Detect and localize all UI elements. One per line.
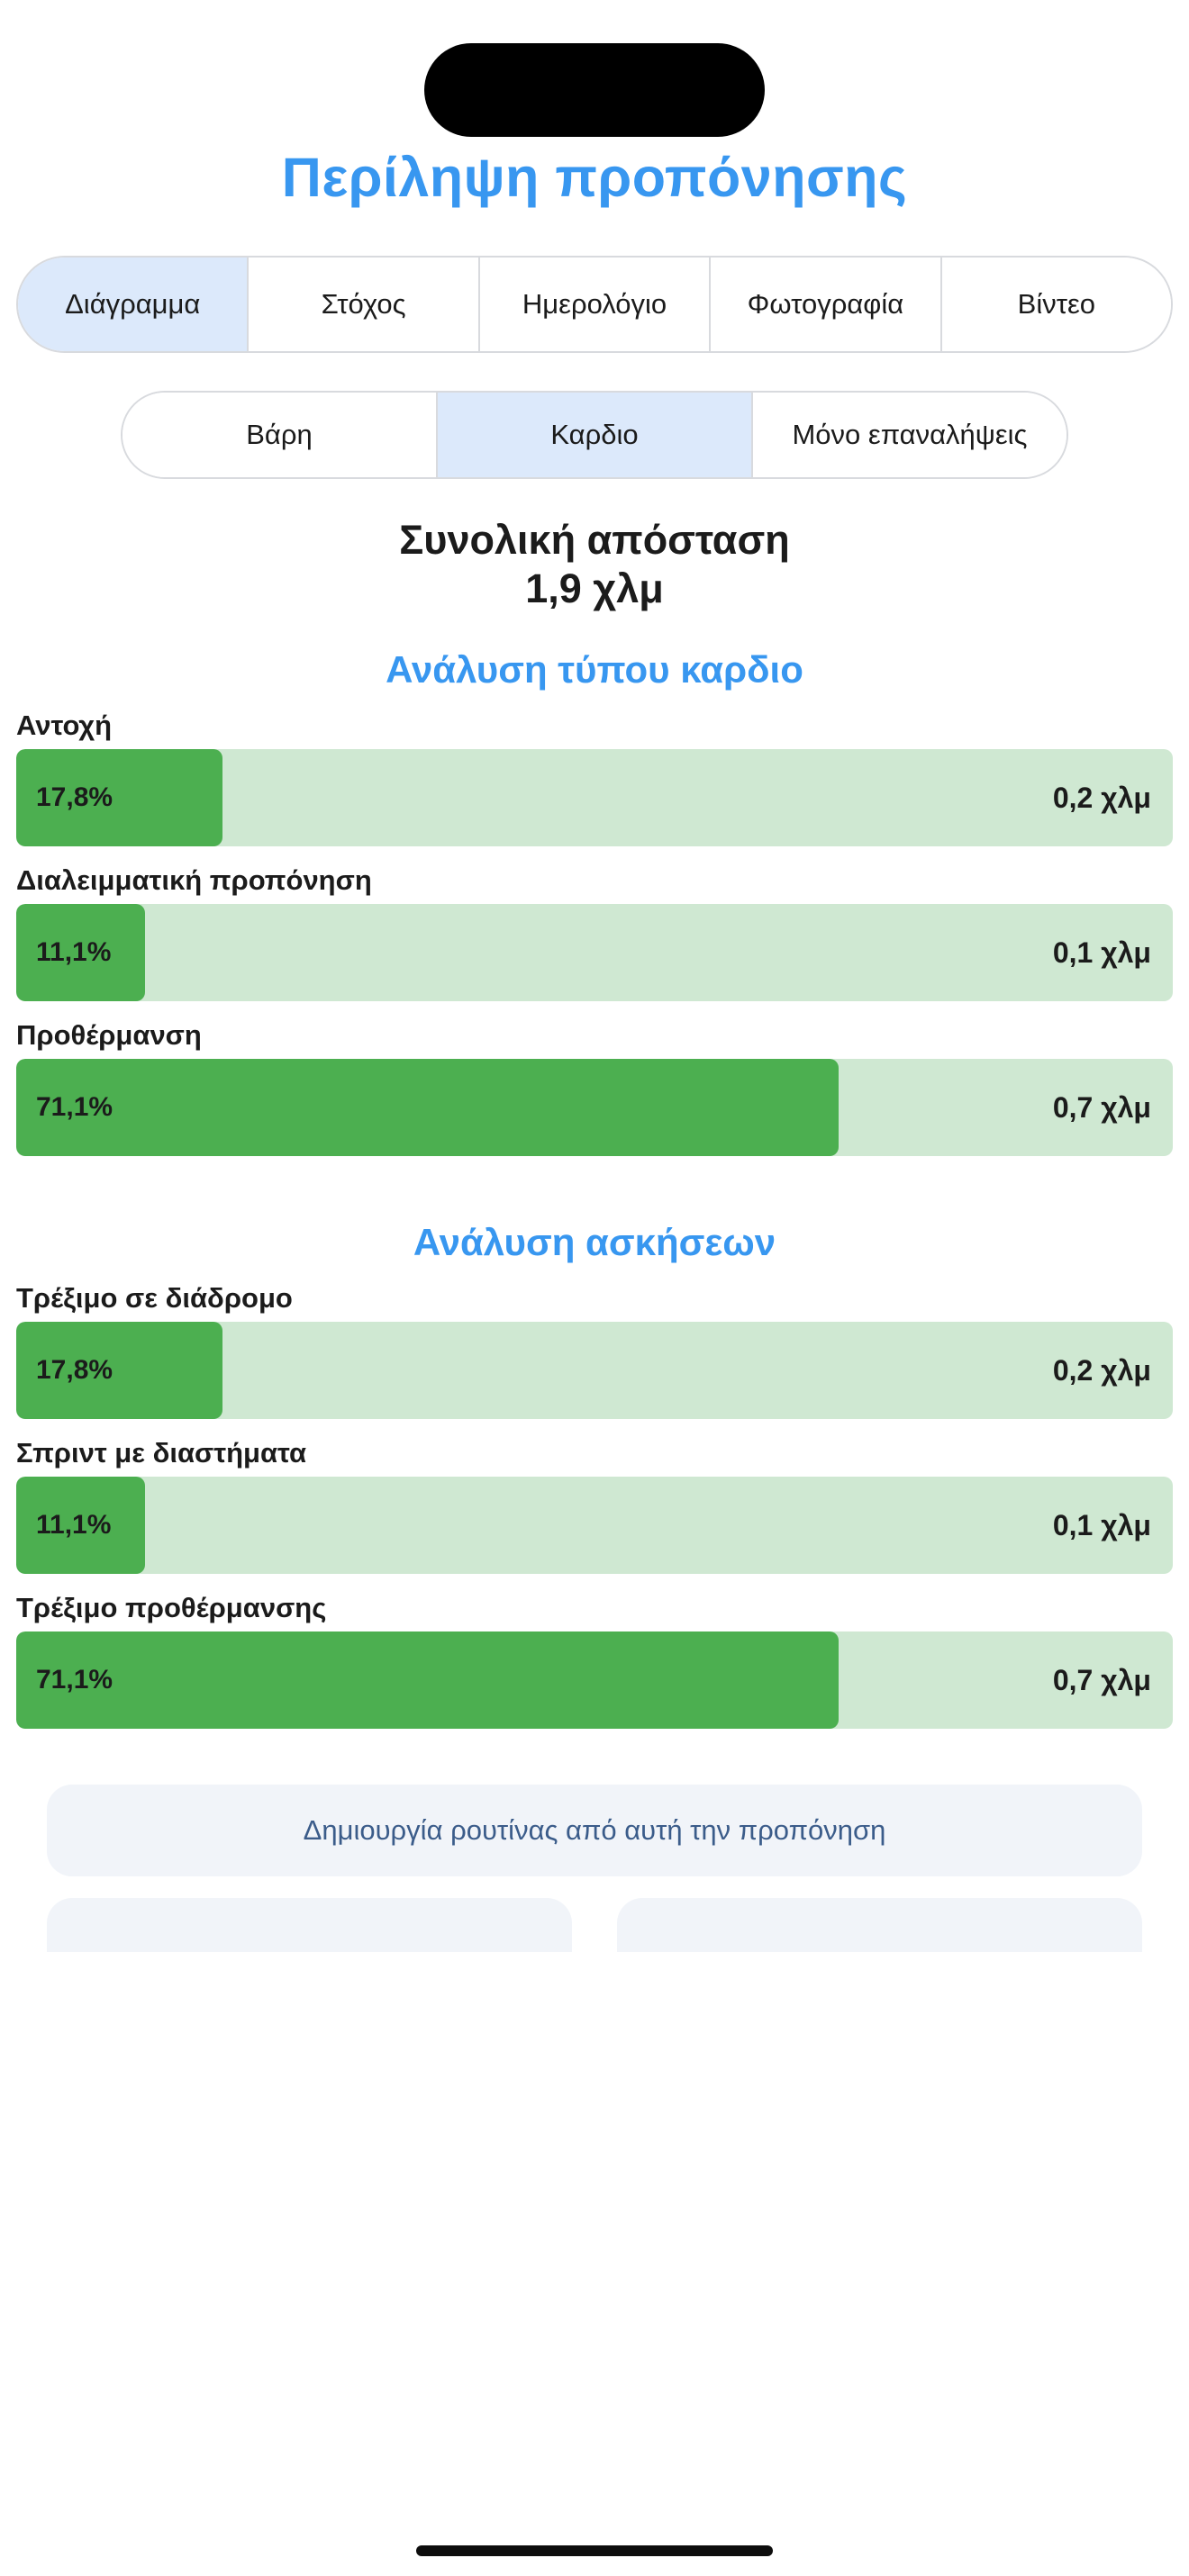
bar-distance: 0,1 χλμ: [1052, 935, 1151, 969]
bar-label: Τρέξιμο σε διάδρομο: [16, 1282, 293, 1314]
bar-item: [16, 710, 1173, 846]
bar-distance: 0,7 χλμ: [1052, 1663, 1151, 1696]
bottom-button-left[interactable]: [47, 1898, 572, 1952]
bar-fill: [16, 1059, 839, 1156]
tab-weights[interactable]: Βάρη: [123, 393, 438, 477]
exercise-section-title: Ανάλυση ασκήσεων: [413, 1221, 776, 1263]
bar-distance: 0,2 χλμ: [1052, 781, 1151, 814]
cardio-bars: [16, 710, 1173, 1156]
bottom-button-right[interactable]: [617, 1898, 1142, 1952]
top-tabs[interactable]: [16, 256, 1173, 353]
home-indicator[interactable]: [416, 2545, 773, 2556]
tab-video[interactable]: Βίντεο: [942, 258, 1171, 351]
bar-distance: 0,7 χλμ: [1052, 1090, 1151, 1124]
bar-track: [16, 1322, 1173, 1419]
bar-label: Αντοχή: [16, 710, 113, 741]
bar-track: [16, 1631, 1173, 1729]
page-title: Περίληψη προπόνησης: [281, 147, 908, 208]
bar-percent: 11,1%: [36, 1510, 112, 1540]
exercise-bars: [16, 1282, 1173, 1729]
bottom-buttons-row: [47, 1898, 1142, 1952]
bar-percent: 11,1%: [36, 937, 112, 967]
bar-distance: 0,2 χλμ: [1052, 1353, 1151, 1387]
tab-calendar[interactable]: Ημερολόγιο: [480, 258, 711, 351]
bar-distance: 0,1 χλμ: [1052, 1508, 1151, 1541]
bar-percent: 17,8%: [36, 1355, 113, 1385]
tab-photo[interactable]: Φωτογραφία: [711, 258, 941, 351]
type-tabs[interactable]: [121, 391, 1068, 479]
tab-goal[interactable]: Στόχος: [249, 258, 479, 351]
total-distance-value: 1,9 χλμ: [525, 565, 664, 611]
cardio-section-title: Ανάλυση τύπου καρδιο: [386, 648, 803, 691]
bar-item: [16, 1282, 1173, 1419]
tab-diagram[interactable]: Διάγραμμα: [18, 258, 249, 351]
create-routine-button[interactable]: Δημιουργία ρουτίνας από αυτή την προπόνηση: [47, 1785, 1142, 1876]
bar-percent: 71,1%: [36, 1665, 113, 1695]
bar-item: [16, 1437, 1173, 1574]
bar-label: Προθέρμανση: [16, 1019, 202, 1051]
total-distance-label: Συνολική απόσταση: [399, 517, 790, 563]
bar-track: [16, 749, 1173, 846]
bar-label: Σπριντ με διαστήματα: [16, 1437, 307, 1469]
total-distance-block: [0, 517, 1189, 614]
bar-track: [16, 904, 1173, 1001]
bar-fill: [16, 1631, 839, 1729]
bar-track: [16, 1059, 1173, 1156]
bar-percent: 71,1%: [36, 1092, 113, 1122]
bar-label: Τρέξιμο προθέρμανσης: [16, 1592, 327, 1623]
bar-item: [16, 1019, 1173, 1156]
tab-cardio[interactable]: Καρδιο: [438, 393, 753, 477]
bar-item: [16, 864, 1173, 1001]
bar-percent: 17,8%: [36, 782, 113, 812]
bar-track: [16, 1477, 1173, 1574]
bar-label: Διαλειμματική προπόνηση: [16, 864, 372, 896]
bar-item: [16, 1592, 1173, 1729]
tab-reps-only[interactable]: Μόνο επαναλήψεις: [753, 393, 1066, 477]
